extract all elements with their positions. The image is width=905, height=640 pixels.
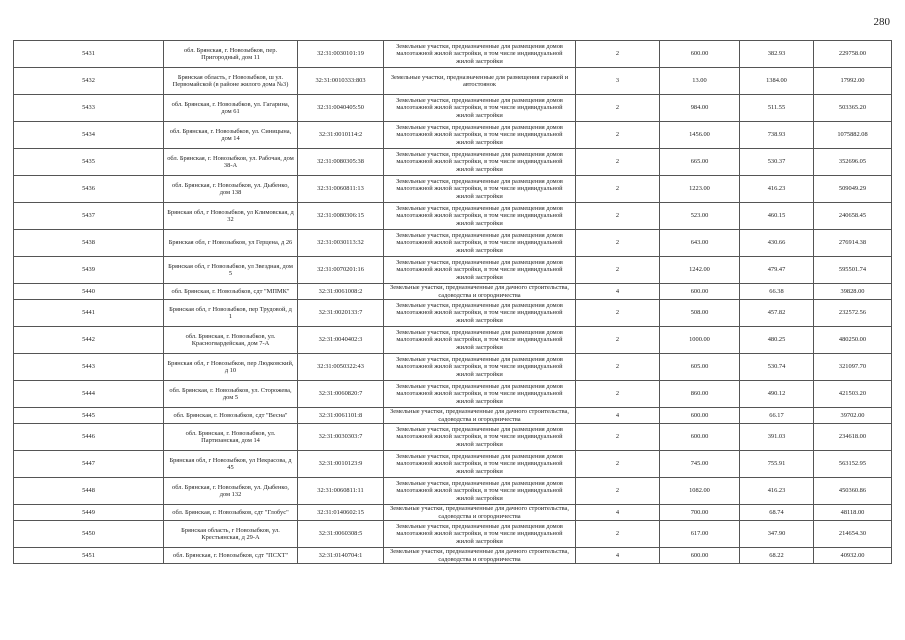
cadastral-number-cell: 32:31:0060308:5 [298, 521, 384, 548]
group-number-cell: 2 [576, 203, 660, 230]
table-row [14, 521, 892, 548]
table-row [14, 230, 892, 257]
specific-value-cell: 1384.00 [740, 68, 814, 95]
row-number: 5431 [14, 41, 164, 68]
row-number: 5433 [14, 95, 164, 122]
land-purpose-cell: Земельные участки, предназначенные для дачного строительства, садоводства и огородничества [384, 284, 576, 300]
group-number-cell: 4 [576, 408, 660, 424]
land-purpose-cell: Земельные участки, предназначенные для размещения домов малоэтажной жилой застройки, в том числе индивидуальной жилой застройки [384, 95, 576, 122]
group-number-cell: 4 [576, 505, 660, 521]
specific-value-cell: 68.74 [740, 505, 814, 521]
row-number: 5434 [14, 122, 164, 149]
land-purpose-cell: Земельные участки, предназначенные для размещения домов малоэтажной жилой застройки, в том числе индивидуальной жилой застройки [384, 122, 576, 149]
land-purpose-cell: Земельные участки, предназначенные для размещения домов малоэтажной жилой застройки, в том числе индивидуальной жилой застройки [384, 257, 576, 284]
specific-value-cell: 430.66 [740, 230, 814, 257]
area-cell: 600.00 [660, 408, 740, 424]
specific-value-cell: 382.93 [740, 41, 814, 68]
address-cell: Брянская обл, г Новозыбков, ул Герцена, д 26 [164, 230, 298, 257]
cadastral-value-cell: 595501.74 [814, 257, 892, 284]
area-cell: 600.00 [660, 41, 740, 68]
land-purpose-cell: Земельные участки, предназначенные для размещения домов малоэтажной жилой застройки, в том числе индивидуальной жилой застройки [384, 354, 576, 381]
row-number: 5449 [14, 505, 164, 521]
cadastral-value-cell: 39702.00 [814, 408, 892, 424]
cadastral-number-cell: 32:31:0030113:32 [298, 230, 384, 257]
land-purpose-cell: Земельные участки, предназначенные для размещения домов малоэтажной жилой застройки, в том числе индивидуальной жилой застройки [384, 381, 576, 408]
row-number: 5450 [14, 521, 164, 548]
area-cell: 860.00 [660, 381, 740, 408]
land-plots-table [13, 40, 892, 564]
specific-value-cell: 480.25 [740, 327, 814, 354]
cadastral-number-cell: 32:31:0050322:43 [298, 354, 384, 381]
group-number-cell: 2 [576, 122, 660, 149]
area-cell: 665.00 [660, 149, 740, 176]
table-row [14, 478, 892, 505]
cadastral-value-cell: 563152.95 [814, 451, 892, 478]
table-row [14, 41, 892, 68]
cadastral-number-cell: 32:31:0060811:13 [298, 176, 384, 203]
specific-value-cell: 460.15 [740, 203, 814, 230]
row-number: 5442 [14, 327, 164, 354]
land-purpose-cell: Земельные участки, предназначенные для размещения домов малоэтажной жилой застройки, в том числе индивидуальной жилой застройки [384, 230, 576, 257]
land-purpose-cell: Земельные участки, предназначенные для размещения домов малоэтажной жилой застройки, в том числе индивидуальной жилой застройки [384, 203, 576, 230]
address-cell: обл. Брянская, г. Новозыбков, ул. Рабочая, дом 38-А [164, 149, 298, 176]
cadastral-value-cell: 503365.20 [814, 95, 892, 122]
address-cell: обл. Брянская, г. Новозыбков, сдт "ПСХТ" [164, 548, 298, 564]
group-number-cell: 2 [576, 176, 660, 203]
row-number: 5444 [14, 381, 164, 408]
area-cell: 600.00 [660, 548, 740, 564]
cadastral-value-cell: 352696.05 [814, 149, 892, 176]
cadastral-value-cell: 17992.00 [814, 68, 892, 95]
group-number-cell: 2 [576, 149, 660, 176]
table-row [14, 68, 892, 95]
specific-value-cell: 490.12 [740, 381, 814, 408]
address-cell: обл. Брянская, г. Новозыбков, ул. Гагарина, дом 61 [164, 95, 298, 122]
area-cell: 745.00 [660, 451, 740, 478]
row-number: 5432 [14, 68, 164, 95]
specific-value-cell: 511.55 [740, 95, 814, 122]
land-purpose-cell: Земельные участки, предназначенные для размещения домов малоэтажной жилой застройки, в том числе индивидуальной жилой застройки [384, 149, 576, 176]
address-cell: Брянская обл, г Новозыбков, ул Некрасова, д 45 [164, 451, 298, 478]
address-cell: обл. Брянская, г. Новозыбков, ул. Дыбенко, дом 132 [164, 478, 298, 505]
cadastral-value-cell: 48118.00 [814, 505, 892, 521]
cadastral-number-cell: 32:31:0030101:19 [298, 41, 384, 68]
cadastral-value-cell: 232572.56 [814, 300, 892, 327]
cadastral-value-cell: 229758.00 [814, 41, 892, 68]
group-number-cell: 2 [576, 300, 660, 327]
table-row [14, 354, 892, 381]
table-row [14, 327, 892, 354]
specific-value-cell: 66.17 [740, 408, 814, 424]
area-cell: 600.00 [660, 424, 740, 451]
group-number-cell: 2 [576, 41, 660, 68]
land-purpose-cell: Земельные участки, предназначенные для размещения домов малоэтажной жилой застройки, в том числе индивидуальной жилой застройки [384, 424, 576, 451]
cadastral-value-cell: 421503.20 [814, 381, 892, 408]
table-row [14, 548, 892, 564]
group-number-cell: 2 [576, 257, 660, 284]
row-number: 5436 [14, 176, 164, 203]
address-cell: Брянская область, г Новозыбков, ул. Крестьянская, д 29-А [164, 521, 298, 548]
table-row [14, 284, 892, 300]
cadastral-value-cell: 1075882.08 [814, 122, 892, 149]
cadastral-number-cell: 32:31:0140602:15 [298, 505, 384, 521]
cadastral-number-cell: 32:31:0060820:7 [298, 381, 384, 408]
row-number: 5445 [14, 408, 164, 424]
area-cell: 508.00 [660, 300, 740, 327]
row-number: 5448 [14, 478, 164, 505]
cadastral-number-cell: 32:31:0030303:7 [298, 424, 384, 451]
specific-value-cell: 347.90 [740, 521, 814, 548]
table-row [14, 300, 892, 327]
land-purpose-cell: Земельные участки, предназначенные для размещения гаражей и автостоянок [384, 68, 576, 95]
row-number: 5440 [14, 284, 164, 300]
specific-value-cell: 416.23 [740, 176, 814, 203]
group-number-cell: 2 [576, 424, 660, 451]
cadastral-value-cell: 450360.86 [814, 478, 892, 505]
table-body [14, 41, 892, 564]
area-cell: 984.00 [660, 95, 740, 122]
area-cell: 1082.00 [660, 478, 740, 505]
specific-value-cell: 416.23 [740, 478, 814, 505]
cadastral-number-cell: 32:31:0140704:1 [298, 548, 384, 564]
group-number-cell: 2 [576, 354, 660, 381]
group-number-cell: 2 [576, 95, 660, 122]
cadastral-value-cell: 321097.70 [814, 354, 892, 381]
table-row [14, 408, 892, 424]
land-purpose-cell: Земельные участки, предназначенные для размещения домов малоэтажной жилой застройки, в том числе индивидуальной жилой застройки [384, 41, 576, 68]
cadastral-number-cell: 32:31:0010333:803 [298, 68, 384, 95]
land-purpose-cell: Земельные участки, предназначенные для размещения домов малоэтажной жилой застройки, в том числе индивидуальной жилой застройки [384, 327, 576, 354]
address-cell: Брянская обл, г Новозыбков, пер Трудовой, д 1 [164, 300, 298, 327]
area-cell: 1000.00 [660, 327, 740, 354]
row-number: 5437 [14, 203, 164, 230]
land-purpose-cell: Земельные участки, предназначенные для размещения домов малоэтажной жилой застройки, в том числе индивидуальной жилой застройки [384, 451, 576, 478]
address-cell: обл. Брянская, г. Новозыбков, ул. Сторожева, дом 5 [164, 381, 298, 408]
area-cell: 605.00 [660, 354, 740, 381]
address-cell: обл. Брянская, г. Новозыбков, пер. Пригородный, дом 11 [164, 41, 298, 68]
area-cell: 1223.00 [660, 176, 740, 203]
table-row [14, 257, 892, 284]
row-number: 5441 [14, 300, 164, 327]
area-cell: 13.00 [660, 68, 740, 95]
cadastral-value-cell: 509049.29 [814, 176, 892, 203]
cadastral-value-cell: 240658.45 [814, 203, 892, 230]
table-row [14, 122, 892, 149]
table-row [14, 203, 892, 230]
area-cell: 617.00 [660, 521, 740, 548]
cadastral-number-cell: 32:31:0020133:7 [298, 300, 384, 327]
land-purpose-cell: Земельные участки, предназначенные для дачного строительства, садоводства и огородничества [384, 548, 576, 564]
specific-value-cell: 530.37 [740, 149, 814, 176]
area-cell: 523.00 [660, 203, 740, 230]
cadastral-value-cell: 276914.38 [814, 230, 892, 257]
cadastral-number-cell: 32:31:0060811:11 [298, 478, 384, 505]
row-number: 5446 [14, 424, 164, 451]
address-cell: обл. Брянская, г. Новозыбков, ул. Дыбенко, дом 138 [164, 176, 298, 203]
group-number-cell: 2 [576, 230, 660, 257]
table-row [14, 149, 892, 176]
group-number-cell: 2 [576, 478, 660, 505]
specific-value-cell: 457.82 [740, 300, 814, 327]
row-number: 5438 [14, 230, 164, 257]
row-number: 5435 [14, 149, 164, 176]
land-purpose-cell: Земельные участки, предназначенные для размещения домов малоэтажной жилой застройки, в том числе индивидуальной жилой застройки [384, 300, 576, 327]
group-number-cell: 2 [576, 451, 660, 478]
group-number-cell: 4 [576, 284, 660, 300]
specific-value-cell: 755.91 [740, 451, 814, 478]
address-cell: Брянская обл, г Новозыбков, ул Климовская, д 32 [164, 203, 298, 230]
cadastral-number-cell: 32:31:0080306:15 [298, 203, 384, 230]
specific-value-cell: 391.03 [740, 424, 814, 451]
address-cell: обл. Брянская, г. Новозыбков, ул. Синицына, дом 14 [164, 122, 298, 149]
land-purpose-cell: Земельные участки, предназначенные для размещения домов малоэтажной жилой застройки, в том числе индивидуальной жилой застройки [384, 478, 576, 505]
cadastral-number-cell: 32:31:0080305:38 [298, 149, 384, 176]
area-cell: 643.00 [660, 230, 740, 257]
table-row [14, 381, 892, 408]
group-number-cell: 3 [576, 68, 660, 95]
group-number-cell: 2 [576, 327, 660, 354]
address-cell: Брянская обл, г Новозыбков, ул Звездная, дом 5 [164, 257, 298, 284]
cadastral-number-cell: 32:31:0010114:2 [298, 122, 384, 149]
cadastral-value-cell: 39828.00 [814, 284, 892, 300]
row-number: 5439 [14, 257, 164, 284]
table-row [14, 505, 892, 521]
address-cell: обл. Брянская, г. Новозыбков, сдт "Глобус" [164, 505, 298, 521]
cadastral-value-cell: 234618.00 [814, 424, 892, 451]
specific-value-cell: 530.74 [740, 354, 814, 381]
table-row [14, 424, 892, 451]
address-cell: обл. Брянская, г. Новозыбков, сдт "Весна" [164, 408, 298, 424]
table-row [14, 451, 892, 478]
specific-value-cell: 68.22 [740, 548, 814, 564]
group-number-cell: 2 [576, 521, 660, 548]
cadastral-number-cell: 32:31:0040405:50 [298, 95, 384, 122]
cadastral-value-cell: 214654.30 [814, 521, 892, 548]
cadastral-number-cell: 32:31:0010123:9 [298, 451, 384, 478]
cadastral-number-cell: 32:31:0040402:3 [298, 327, 384, 354]
address-cell: обл. Брянская, г. Новозыбков, сдт "МПМК" [164, 284, 298, 300]
address-cell: Брянская область, г Новозыбков, ш ул. Первомайской (в районе жилого дома №3) [164, 68, 298, 95]
row-number: 5447 [14, 451, 164, 478]
land-purpose-cell: Земельные участки, предназначенные для размещения домов малоэтажной жилой застройки, в том числе индивидуальной жилой застройки [384, 176, 576, 203]
cadastral-number-cell: 32:31:0061101:8 [298, 408, 384, 424]
address-cell: обл. Брянская, г. Новозыбков, ул. Красногвардейская, дом 7-А [164, 327, 298, 354]
group-number-cell: 2 [576, 381, 660, 408]
land-purpose-cell: Земельные участки, предназначенные для дачного строительства, садоводства и огородничества [384, 505, 576, 521]
cadastral-number-cell: 32:31:0061008:2 [298, 284, 384, 300]
cadastral-value-cell: 480250.00 [814, 327, 892, 354]
address-cell: обл. Брянская, г. Новозыбков, ул. Партизанская, дом 14 [164, 424, 298, 451]
land-purpose-cell: Земельные участки, предназначенные для размещения домов малоэтажной жилой застройки, в том числе индивидуальной жилой застройки [384, 521, 576, 548]
specific-value-cell: 479.47 [740, 257, 814, 284]
area-cell: 1242.00 [660, 257, 740, 284]
cadastral-value-cell: 40932.00 [814, 548, 892, 564]
row-number: 5443 [14, 354, 164, 381]
address-cell: Брянская обл, г Новозыбков, пер Людковский, д 10 [164, 354, 298, 381]
specific-value-cell: 66.38 [740, 284, 814, 300]
area-cell: 1456.00 [660, 122, 740, 149]
group-number-cell: 4 [576, 548, 660, 564]
area-cell: 600.00 [660, 284, 740, 300]
land-purpose-cell: Земельные участки, предназначенные для дачного строительства, садоводства и огородничества [384, 408, 576, 424]
area-cell: 700.00 [660, 505, 740, 521]
page-number: 280 [873, 16, 890, 28]
row-number: 5451 [14, 548, 164, 564]
table-row [14, 176, 892, 203]
table-row [14, 95, 892, 122]
cadastral-number-cell: 32:31:0070201:16 [298, 257, 384, 284]
specific-value-cell: 738.93 [740, 122, 814, 149]
